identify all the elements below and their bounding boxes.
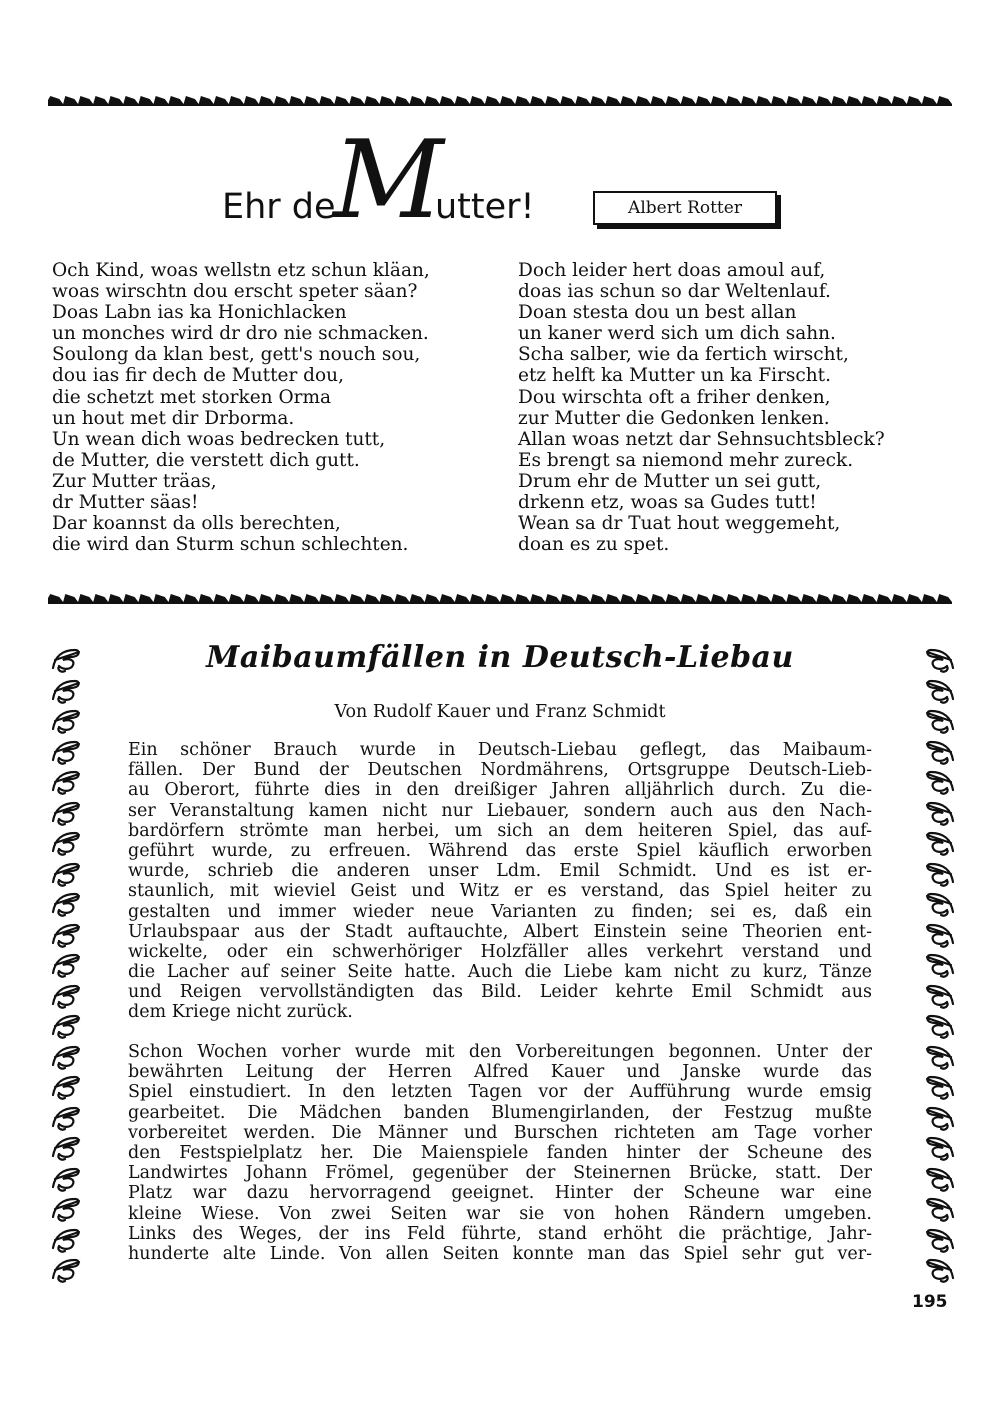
text-line: dr Mutter säas! [52,492,199,514]
leaf-ornament-icon [920,1103,960,1134]
text-line: wickelte, oder ein schwerhöriger Holzfäller alles verkehrt verstand und [128,941,872,962]
text-line: Soulong da klan best, gett's nouch sou, [52,344,421,366]
text-line: bewährten Leitung der Herren Alfred Kauer und Janske wurde das [128,1062,872,1083]
leaf-ornament-icon [46,981,86,1012]
leaf-ornament-icon [920,889,960,920]
text-line: Och Kind, woas wellstn etz schun kläan, [52,260,430,281]
leaf-ornament-icon [46,950,86,981]
leaf-ornament-icon [46,1255,86,1286]
leaf-ornament-icon [920,1133,960,1164]
text-line: die schetzt met storken Orma [52,386,332,408]
leaf-ornament-icon [46,1103,86,1134]
text-line: staunlich, mit wieviel Geist und Witz er es verstand, das Spiel heiter zu [128,881,872,902]
text-line: hunderte alte Linde. Von allen Seiten konnte man das Spiel sehr gut ver- [128,1243,872,1264]
text-line: de Mutter, die verstett dich gutt. [52,449,360,471]
page-number: 195 [912,1292,948,1312]
text-line: Platz war dazu hervorragend geeignet. Hinter der Scheune war eine [128,1183,872,1204]
text-line: Links des Weges, der ins Feld führte, stand erhöht die prächtige, Jahr- [128,1223,872,1244]
text-line: Urlaubspaar aus der Stadt auftauchte, Albert Einstein seine Theorien ent- [128,921,872,942]
text-line: kleine Wiese. Von zwei Seiten war sie von hohen Rändern umgeben. [128,1203,872,1224]
text-line: und Reigen vervollständigten das Bild. Leider kehrte Emil Schmidt aus [128,982,872,1003]
text-line: die wird dan Sturm schun schlechten. [52,534,409,556]
text-line: Landwirtes Johann Frömel, gegenüber der Steinernen Brücke, statt. Der [128,1163,872,1184]
text-line: zur Mutter die Gedonken lenken. [518,407,830,429]
leaf-ornament-icon [920,1225,960,1256]
text-line: etz helft ka Mutter un ka Firscht. [518,365,831,387]
leaf-ornament-icon [46,1133,86,1164]
poem-header [0,118,1000,243]
text-line: Dar koannst da olls berechten, [52,513,341,535]
poem-left-column [52,260,430,555]
leaf-ornament-icon [46,767,86,798]
leaf-ornament-icon [920,798,960,829]
leaf-ornament-icon [46,737,86,768]
article-byline: Von Rudolf Kauer und Franz Schmidt [334,702,666,722]
leaf-ornament-icon [46,1011,86,1042]
middle-wave-divider [48,591,952,605]
leaf-ornament-icon [46,1194,86,1225]
text-line: den Festspielplatz her. Die Maienspiele fanden hinter der Scheune des [128,1142,872,1163]
top-wave-divider [48,93,952,107]
leaf-ornament-icon [46,889,86,920]
text-line: Scha salber, wie da fertich wirscht, [518,344,849,366]
text-line: wurde, schrieb die anderen unser Ldm. Emil Schmidt. Und es ist er- [128,861,872,882]
text-line: Allan woas netzt dar Sehnsuchtsbleck? [518,428,885,450]
leaf-ornament-icon [920,859,960,890]
text-line: un hout met dir Drborma. [52,407,295,429]
text-line: Doan stesta dou un best allan [518,302,797,324]
text-line: Dou wirschta oft a friher denken, [518,386,831,408]
text-line: Doch leider hert doas amoul auf, [518,260,826,281]
poem-author: Albert Rotter [628,198,742,218]
text-line: au Oberort, führte dies in den dreißiger Jahren alljährlich durch. Zu die- [128,780,872,801]
poem-title-prefix: Ehr de [222,187,336,227]
leaf-ornament-icon [46,798,86,829]
text-line: Doas Labn ias ka Honichlacken [52,302,347,324]
poem-right-column [518,260,885,555]
text-line: bardörfern strömte man herbei, um sich an dem heiteren Spiel, das auf- [128,820,872,841]
article-title: Maibaumfällen in Deutsch-Liebau [206,640,794,675]
leaf-ornament-icon [920,950,960,981]
text-line: drkenn etz, woas sa Gudes tutt! [518,492,817,514]
leaf-ornament-icon [46,859,86,890]
text-line: doan es zu spet. [518,534,670,556]
text-line: un monches wird dr dro nie schmacken. [52,323,429,345]
text-line: vorbereitet werden. Die Männer und Burschen richteten am Tage vorher [128,1122,872,1143]
text-line: Ein schöner Brauch wurde in Deutsch-Liebau geflegt, das Maibaum- [128,740,872,760]
leaf-ornament-icon [920,1042,960,1073]
article-paragraph-2 [128,1042,872,1264]
text-line: doas ias schun so dar Weltenlauf. [518,281,831,303]
text-line: ser Veranstaltung kamen nicht nur Liebauer, sondern auch aus den Nach- [128,800,872,821]
text-line: dem Kriege nicht zurück. [128,1002,353,1023]
text-line: Es brengt sa niemond mehr zureck. [518,449,854,471]
leaf-ornament-icon [920,1194,960,1225]
leaf-ornament-icon [46,828,86,859]
leaf-ornament-icon [920,1011,960,1042]
text-line: die Lacher auf seiner Seite hatte. Auch die Liebe kam nicht zu kurz, Tänze [128,962,872,983]
text-line: Schon Wochen vorher wurde mit den Vorbereitungen begonnen. Unter der [128,1042,872,1062]
left-ornament-column [46,645,86,1286]
text-line: gestalten und immer wieder neue Varianten zu finden; sei es, daß ein [128,901,872,922]
text-line: Spiel einstudiert. In den letzten Tagen vor der Aufführung wurde emsig [128,1082,872,1103]
text-line: woas wirschtn dou erscht speter säan? [52,281,418,303]
leaf-ornament-icon [920,737,960,768]
text-line: dou ias fir dech de Mutter dou, [52,365,344,387]
right-ornament-column [920,645,960,1286]
leaf-ornament-icon [46,920,86,951]
poem-title-suffix: utter! [435,187,535,227]
leaf-ornament-icon [46,1072,86,1103]
text-line: Drum ehr de Mutter un sei gutt, [518,470,822,492]
leaf-ornament-icon [920,1255,960,1286]
text-line: Un wean dich woas bedrecken tutt, [52,428,386,450]
text-line: Zur Mutter träas, [52,470,217,492]
poem-author-box [593,191,777,225]
text-line: Wean sa dr Tuat hout weggemeht, [518,513,841,535]
text-line: fällen. Der Bund der Deutschen Nordmährens, Ortsgruppe Deutsch-Lieb- [128,760,872,781]
leaf-ornament-icon [46,1164,86,1195]
text-line: gearbeitet. Die Mädchen banden Blumengirlanden, der Festzug mußte [128,1102,872,1123]
leaf-ornament-icon [46,1225,86,1256]
leaf-ornament-icon [920,1072,960,1103]
leaf-ornament-icon [920,920,960,951]
text-line: geführt wurde, zu erfreuen. Während das erste Spiel käuflich erworben [128,840,872,861]
article-paragraph-1 [128,740,872,1023]
text-line: un kaner werd sich um dich sahn. [518,323,836,345]
leaf-ornament-icon [920,767,960,798]
leaf-ornament-icon [920,981,960,1012]
leaf-ornament-icon [920,1164,960,1195]
leaf-ornament-icon [46,1042,86,1073]
poem-title-initial: M [333,118,440,243]
leaf-ornament-icon [920,828,960,859]
